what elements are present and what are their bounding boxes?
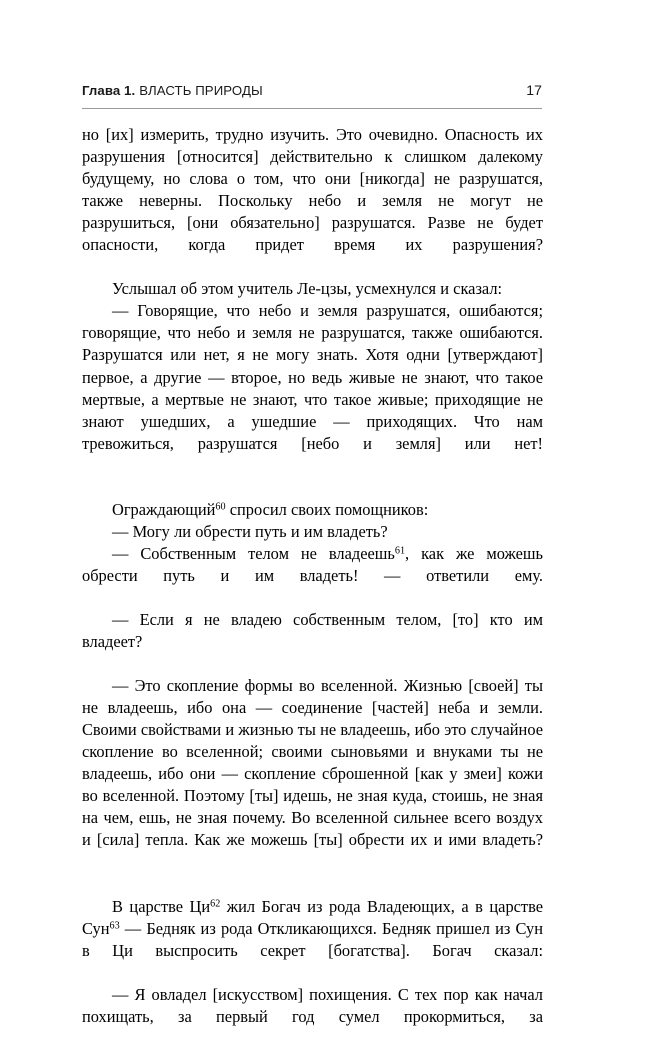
paragraph: — Могу ли обрести путь и им владеть? — [112, 521, 388, 541]
chapter-label: Глава 1. — [82, 83, 136, 98]
paragraph-text: Ограждающий — [112, 499, 216, 519]
footnote-marker: 63 — [109, 920, 120, 932]
page-number: 17 — [526, 82, 542, 98]
text-column — [82, 124, 543, 1050]
running-head — [82, 82, 542, 98]
footnote-marker: 62 — [210, 898, 221, 910]
paragraph: — Это скопление формы во вселенной. Жизнью [своей] ты не владеешь, ибо она — соединение [частей] неба и земли. Своими свойствами и жизнью ты не владеешь, ибо это случайное скопление во вселенной; своими сыновьями и внуками ты не владеешь, ибо они — скопление сброшенной [как у змеи] кожи во вселенной. Поэтому [ты] идешь, не зная куда, стоишь, не зная на чем, ешь, не зная почему. Во вселенной сильнее всего воздух и [сила] тепла. Как же можешь [ты] обрести их и ими владеть? — [82, 676, 543, 850]
paragraph-text: — Собственным телом не владеешь — [112, 543, 395, 563]
paragraph-text: жил Богач из рода Владеющих, а в царстве Сун — [82, 896, 543, 938]
paragraph-text: В царстве Ци — [112, 896, 211, 916]
footnote-marker: 60 — [215, 501, 226, 513]
paragraph-gap — [82, 477, 543, 499]
paragraph — [82, 499, 543, 521]
footnote-marker: 61 — [394, 545, 406, 557]
paragraph-text: — Бедняк из рода Откликающихся. Бедняк пришел из Сун в Ци выспросить секрет [богатства]. Богач сказал: — [82, 918, 543, 960]
paragraph-text: спросил своих помощников: — [225, 499, 429, 519]
paragraph: Услышал об этом учитель Ле-цзы, усмехнулся и сказал: — [112, 279, 503, 299]
header-rule — [82, 108, 542, 109]
paragraph — [82, 543, 543, 609]
chapter-title: ВЛАСТЬ ПРИРОДЫ — [139, 83, 263, 98]
running-head-left — [82, 83, 263, 98]
paragraph: — Если я не владею собственным телом, [то] кто им владеет? — [82, 609, 543, 652]
paragraph: — Говорящие, что небо и земля разрушатся, ошибаются; говорящие, что небо и земля не разрушатся, также ошибаются. Разрушатся или нет, я не могу знать. Хотя одни [утверждают] первое, а другие — второе, но ведь живые не знают, что такое мертвые, а мертвые не знают, что такое живые; приходящие не знают ушедших, а ушедшие — приходящих. Что нам тревожиться, разрушатся [небо и земля] или нет! — [82, 301, 543, 453]
paragraph-text: , как же можешь обрести путь и им владеть! — ответили ему. — [82, 543, 543, 585]
paragraph-gap — [82, 874, 543, 896]
paragraph — [82, 896, 543, 984]
paragraph: но [их] измерить, трудно изучить. Это очевидно. Опасность их разрушения [относится] действительно к слишком далекому будущему, но слова о том, что они [никогда] не разрушатся, также неверны. Поскольку небо и земля не могут не разрушиться, [они обязательно] разрушатся. Разве не будет опасности, когда придет время их разрушения? — [82, 125, 543, 255]
paragraph: — Я овладел [искусством] похищения. С тех пор как начал похищать, за первый год сумел прокормиться, за — [82, 984, 543, 1026]
